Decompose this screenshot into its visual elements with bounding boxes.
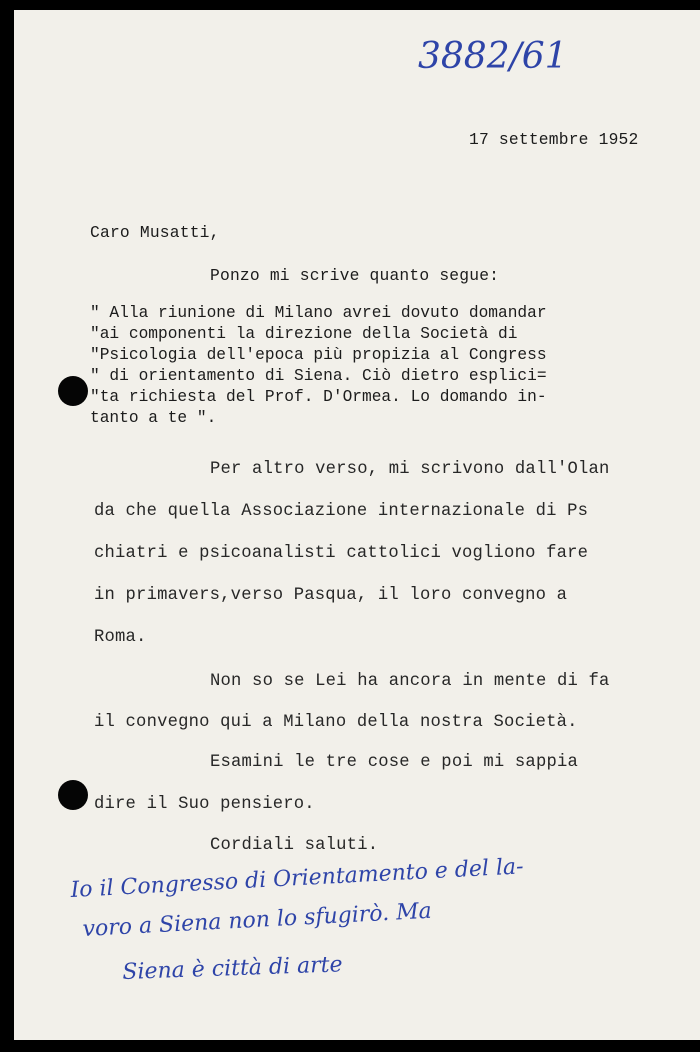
letter-page [14, 10, 700, 1040]
punch-hole [58, 780, 88, 810]
body-line: Non so se Lei ha ancora in mente di fa [210, 672, 610, 691]
body-line: Roma. [94, 628, 147, 647]
quote-line: "ai componenti la direzione della Società di [90, 325, 518, 343]
body-line: chiatri e psicoanalisti cattolici vogliono fare [94, 544, 589, 563]
quote-line: " Alla riunione di Milano avrei dovuto domandar [90, 304, 547, 322]
body-line: il convegno qui a Milano della nostra Società. [94, 713, 578, 732]
letter-date: 17 settembre 1952 [469, 130, 639, 149]
quote-line: "Psicologia dell'epoca più propizia al Congress [90, 346, 547, 364]
quote-line: "ta richiesta del Prof. D'Ormea. Lo domando in- [90, 388, 547, 406]
handwritten-line: Io il Congresso di Orientamento e del la- [70, 854, 525, 903]
quote-line: " di orientamento di Siena. Ciò dietro esplici= [90, 367, 547, 385]
body-line: da che quella Associazione internazionale di Ps [94, 502, 589, 521]
quote-line: tanto a te ". [90, 409, 217, 427]
intro-line: Ponzo mi scrive quanto segue: [210, 266, 500, 285]
salutation: Caro Musatti, [90, 223, 220, 242]
handwritten-line: voro a Siena non lo sfugirò. Ma [82, 898, 433, 942]
closing: Cordiali saluti. [210, 836, 379, 855]
punch-hole [58, 376, 88, 406]
body-line: Per altro verso, mi scrivono dall'Olan [210, 460, 610, 479]
handwritten-line: Siena è città di arte [122, 952, 343, 985]
body-line: in primavers,verso Pasqua, il loro convegno a [94, 586, 568, 605]
archive-number: 3882/61 [418, 36, 568, 77]
body-line: dire il Suo pensiero. [94, 795, 315, 814]
body-line: Esamini le tre cose e poi mi sappia [210, 753, 578, 772]
